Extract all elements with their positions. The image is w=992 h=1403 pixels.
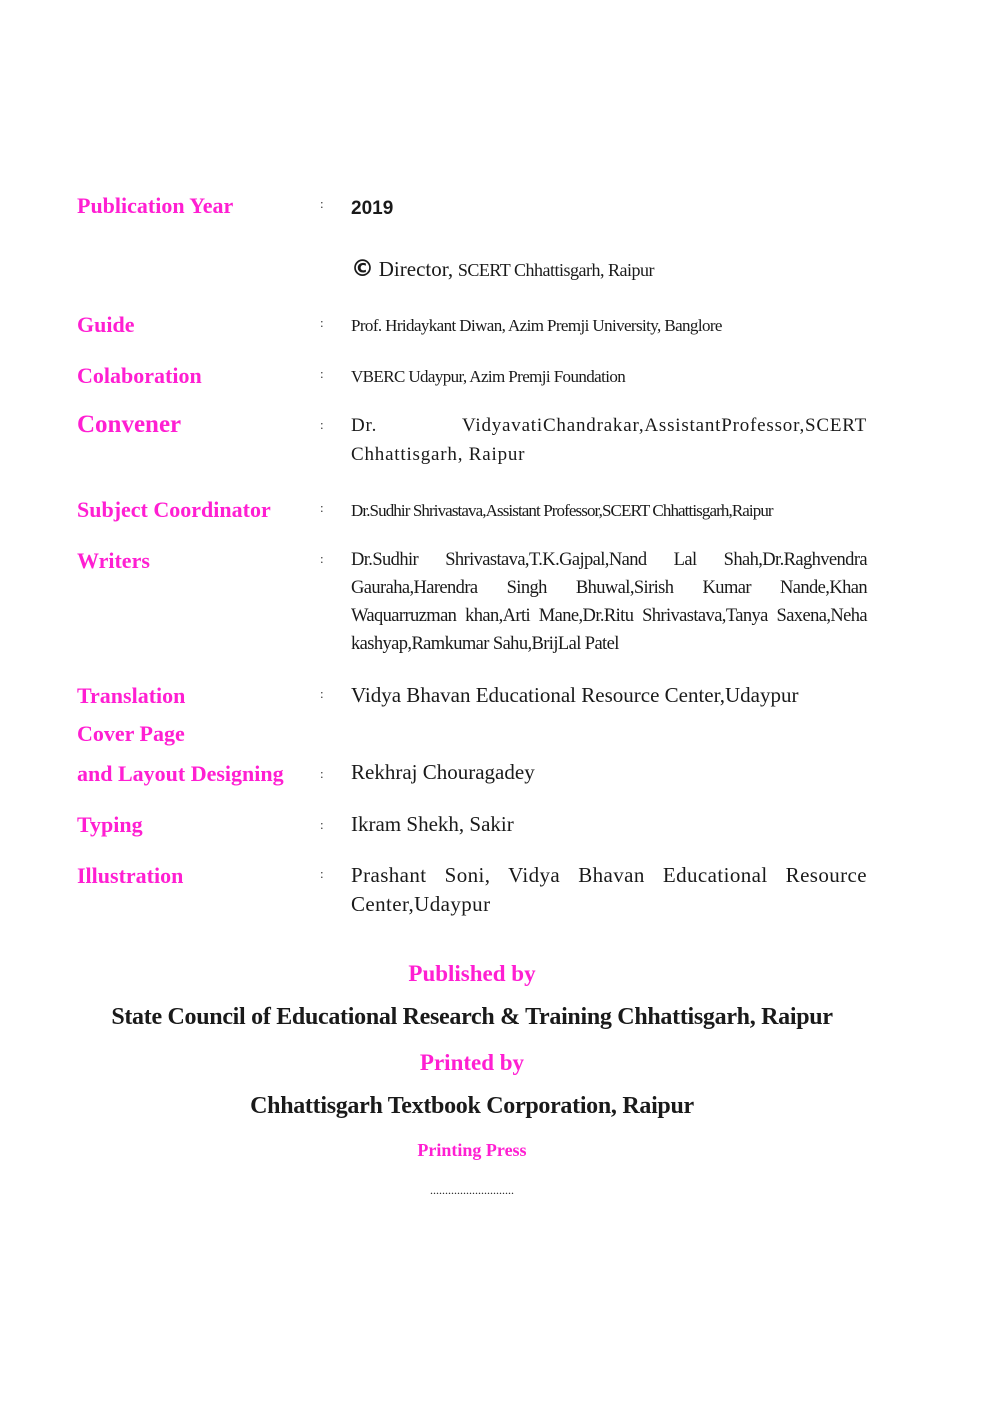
- separator: :: [320, 417, 324, 432]
- printing-press-value: ............................: [430, 1183, 514, 1197]
- illustration-value: Prashant Soni, Vidya Bhavan Educational Resource Center,Udaypur: [351, 863, 867, 916]
- cover-page-label: Cover Page: [77, 721, 185, 746]
- translation-value: Vidya Bhavan Educational Resource Center,Udaypur: [351, 683, 799, 707]
- publication-year-value: 2019: [351, 198, 394, 219]
- typing-value: Ikram Shekh, Sakir: [351, 812, 514, 836]
- writers-label: Writers: [77, 548, 150, 573]
- copyright-holder-prefix: Director,: [378, 257, 454, 281]
- layout-designing-label: and Layout Designing: [77, 761, 284, 786]
- typing-label: Typing: [77, 812, 143, 837]
- published-by-heading: Published by: [408, 961, 536, 986]
- cover-layout-value: Rekhraj Chouragadey: [351, 760, 535, 784]
- separator: :: [320, 366, 324, 381]
- convener-label: Convener: [77, 411, 182, 438]
- subject-coordinator-value: Dr.Sudhir Shrivastava,Assistant Professor,SCERT Chhattisgarh,Raipur: [351, 501, 773, 520]
- colaboration-label: Colaboration: [77, 363, 202, 388]
- copyright-holder: SCERT Chhattisgarh, Raipur: [457, 260, 654, 280]
- translation-label: Translation: [77, 683, 186, 708]
- illustration-label: Illustration: [77, 863, 184, 888]
- separator: :: [320, 500, 324, 515]
- separator: :: [320, 766, 324, 781]
- publication-year-label: Publication Year: [77, 193, 234, 218]
- printed-by-heading: Printed by: [419, 1050, 525, 1075]
- copyright-line: [351, 255, 867, 285]
- separator: :: [320, 866, 324, 881]
- subject-coordinator-label: Subject Coordinator: [77, 497, 271, 522]
- separator: :: [320, 315, 324, 330]
- convener-value: Dr. VidyavatiChandrakar,AssistantProfessor,SCERT Chhattisgarh, Raipur: [351, 415, 867, 465]
- colaboration-value: VBERC Udaypur, Azim Premji Foundation: [351, 367, 626, 386]
- writers-value: Dr.Sudhir Shrivastava,T.K.Gajpal,Nand Lal Shah,Dr.Raghvendra Gauraha,Harendra Singh Bhuwal,Sirish Kumar Nande,Khan Waquarruzman khan,Arti Mane,Dr.Ritu Shrivastava,Tanya Saxena,Neha kashyap,Ramkumar Sahu,BrijLal Patel: [351, 550, 867, 654]
- separator: :: [320, 817, 324, 832]
- copyright-icon: ©: [351, 256, 374, 282]
- printing-press-heading: Printing Press: [417, 1140, 527, 1160]
- printer-name: Chhattisgarh Textbook Corporation, Raipur: [250, 1093, 694, 1119]
- separator: :: [320, 551, 324, 566]
- separator: :: [320, 196, 324, 211]
- separator: :: [320, 686, 324, 701]
- guide-value: Prof. Hridaykant Diwan, Azim Premji University, Banglore: [351, 316, 722, 335]
- guide-label: Guide: [77, 312, 135, 337]
- publisher-name: State Council of Educational Research & Training Chhattisgarh, Raipur: [111, 1004, 833, 1030]
